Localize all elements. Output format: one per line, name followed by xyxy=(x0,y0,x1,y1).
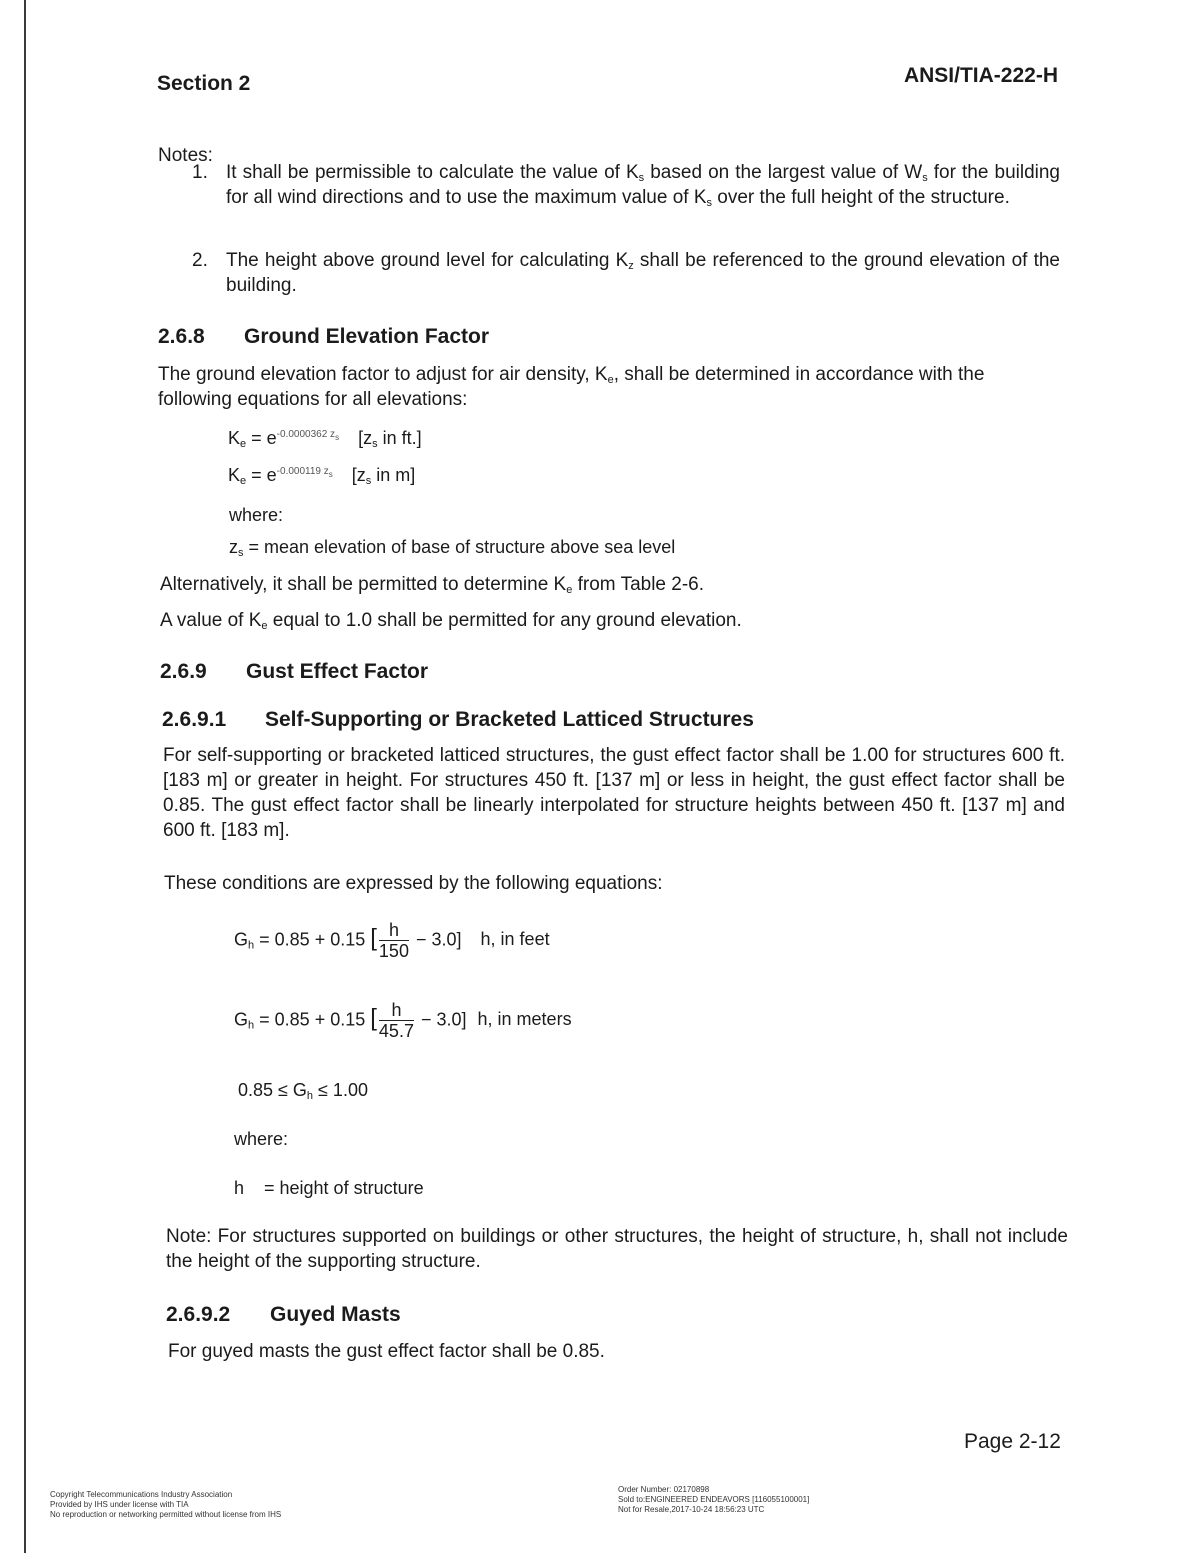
ground-elevation-intro: The ground elevation factor to adjust for air density, $K_e$, shall be determined in accordance with the following equations for all elevations: xyxy=(158,364,985,410)
gh-range: $0.85 \le G_h \le 1.00$ xyxy=(238,1080,368,1102)
latticed-structures-body: For self-supporting or bracketed latticed structures, the gust effect factor shall be 1.00 for structures 600 ft. [183 m] or greater in height. For structures 450 ft. [137 m] or less in height, the gust effect factor shall be 0.85. The gust effect factor shall be linearly interpolated for structure heights between 450 ft. [137 m] and 600 ft. [183 m]. xyxy=(163,745,1065,841)
where-label: where: xyxy=(234,1129,289,1149)
section-label: Section 2 xyxy=(157,72,251,95)
copyright-footer: Copyright Telecommunications Industry Association Provided by IHS under license with TIA No reproduction or networking permitted without license from IHS xyxy=(50,1490,282,1519)
note-item-1: 1. It shall be permissible to calculate the value of $K_s$ based on the largest value of $W_s$ for the building for all wind directions and to use the maximum value of $K_s$ over the full height of the structure. xyxy=(192,162,1060,209)
where-label: where: xyxy=(229,505,284,525)
guyed-masts-body: For guyed masts the gust effect factor shall be 0.85. xyxy=(168,1341,605,1362)
section-heading-2-6-9-1: 2.6.9.1 Self-Supporting or Bracketed Latticed Structures xyxy=(162,708,754,731)
order-footer: Order Number: 02170898 Sold to:ENGINEERED ENDEAVORS [116055100001] Not for Resale,2017-10-24 18:56:23 UTC xyxy=(618,1485,810,1514)
page-number: Page 2-12 xyxy=(964,1430,1061,1453)
ke-equation-ft: $K_e = e^{-0.0000362 z_s}$ [$z_s$ in ft.] xyxy=(228,428,422,450)
gh-equation-feet: $G_h = 0.85 + 0.15$ [ $\frac{h}{150}$ − 3.0] h, in feet xyxy=(234,920,550,961)
ke-default-text: A value of $K_e$ equal to 1.0 shall be permitted for any ground elevation. xyxy=(160,610,742,632)
page-edge-line xyxy=(24,0,26,1553)
section-heading-2-6-8: 2.6.8 Ground Elevation Factor xyxy=(158,325,490,348)
standard-title: ANSI/TIA-222-H xyxy=(903,64,1058,87)
section-heading-2-6-9-2: 2.6.9.2 Guyed Masts xyxy=(166,1303,401,1326)
ke-equation-m: $K_e = e^{-0.000119 z_s}$ [$z_s$ in m] xyxy=(228,465,416,487)
section-heading-2-6-9: 2.6.9 Gust Effect Factor xyxy=(160,660,429,683)
alternative-text: Alternatively, it shall be permitted to determine $K_e$ from Table 2-6. xyxy=(160,574,705,596)
note-number: 1. xyxy=(192,162,208,183)
h-definition: h = height of structure xyxy=(234,1178,424,1198)
notes-label: Notes: xyxy=(158,145,213,166)
zs-definition: $z_s$ = mean elevation of base of structure above sea level xyxy=(229,537,676,559)
height-note: Note: For structures supported on buildings or other structures, the height of structure, h, shall not include the height of the supporting structure. xyxy=(166,1226,1068,1272)
gh-equation-meters: $G_h = 0.85 + 0.15$ [ $\frac{h}{45.7}$ − 3.0] h, in meters xyxy=(234,1000,572,1041)
note-number: 2. xyxy=(192,250,208,271)
equations-lead: These conditions are expressed by the following equations: xyxy=(164,873,663,894)
note-item-2: 2. The height above ground level for calculating $K_z$ shall be referenced to the ground elevation of the building. xyxy=(192,250,1060,296)
